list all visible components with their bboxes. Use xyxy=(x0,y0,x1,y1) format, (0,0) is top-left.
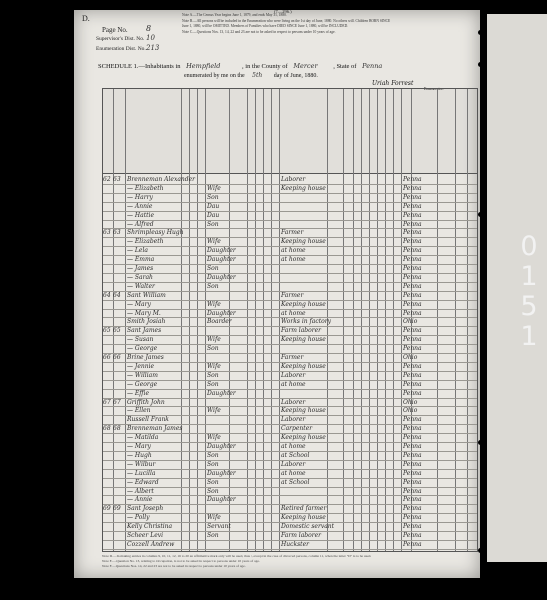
cell-occupation: Farm laborer xyxy=(281,327,322,335)
column-divider xyxy=(437,89,438,551)
form-number: (7—296.) xyxy=(274,10,292,14)
column-divider xyxy=(181,89,182,551)
cell-relation: Daughter xyxy=(207,256,236,264)
cell-birthplace: Penna xyxy=(403,291,422,299)
cell-occupation: at home xyxy=(281,443,306,450)
cell-birthplace: Penna xyxy=(403,220,422,228)
cell-birthplace: Penna xyxy=(403,265,422,272)
cell-occupation: at School xyxy=(281,451,310,459)
cell-name: — Albert xyxy=(127,487,154,495)
cell-relation: Daughter xyxy=(207,309,236,317)
cell-birthplace: Penna xyxy=(403,282,422,290)
column-divider xyxy=(343,89,344,551)
stamp-digit: 0 xyxy=(520,231,538,262)
cell-occupation: at School xyxy=(281,478,310,486)
cell-family: 67 xyxy=(113,398,121,406)
cell-name: — Lela xyxy=(127,247,148,255)
cell-relation: Wife xyxy=(207,336,221,344)
supervisor-number: 10 xyxy=(146,34,155,42)
page-number: 8 xyxy=(146,24,152,33)
cell-occupation: Retired farmer xyxy=(281,505,327,513)
cell-occupation: Farm laborer xyxy=(281,532,322,539)
cell-name: — Annie xyxy=(127,496,153,504)
cell-occupation: Farmer xyxy=(281,229,304,237)
cell-family: 66 xyxy=(113,354,121,361)
cell-occupation: Keeping house xyxy=(281,434,326,442)
state-name: Penna xyxy=(362,62,383,70)
cell-relation: Son xyxy=(207,193,219,201)
note-b-cont: June 1, 1880, will be OMITTED. Members of Families who have DIED SINCE June 1, 1880, will be INCLUDED. xyxy=(182,24,349,29)
enumeration-label: Enumeration Dist. No. xyxy=(96,46,146,52)
cell-birthplace: Penna xyxy=(403,211,422,219)
cell-birthplace: Penna xyxy=(403,540,422,548)
stamp-digit: 1 xyxy=(520,261,538,292)
cell-birthplace: Penna xyxy=(403,469,422,477)
cell-birthplace: Penna xyxy=(403,336,422,344)
cell-occupation: at home xyxy=(281,247,306,255)
cell-birthplace: Penna xyxy=(403,345,422,353)
column-divider xyxy=(369,89,370,551)
cell-name: — Elizabeth xyxy=(127,238,164,246)
cell-occupation: Laborer xyxy=(281,416,306,424)
cell-name: — Annie xyxy=(127,202,153,210)
cell-occupation: Huckster xyxy=(281,540,310,548)
cell-relation: Daughter xyxy=(207,273,236,281)
cell-occupation: Keeping house xyxy=(281,184,326,192)
enumerator-name: Uriah Forrest xyxy=(372,80,414,87)
cell-relation: Son xyxy=(207,265,219,272)
place-name: Hempfield xyxy=(186,62,221,70)
cell-birthplace: Penna xyxy=(403,443,422,450)
cell-occupation: at home xyxy=(281,469,306,477)
cell-relation: Wife xyxy=(207,362,221,370)
cell-dwelling: 66 xyxy=(103,354,111,361)
page-label: Page No. xyxy=(102,26,128,34)
stamp-digit: 5 xyxy=(520,291,538,322)
cell-family: 63 xyxy=(113,229,121,237)
column-divider xyxy=(385,89,386,551)
cell-name: — Susan xyxy=(127,336,154,344)
cell-relation: Son xyxy=(207,460,219,468)
cell-occupation: Works in factory xyxy=(281,318,331,326)
note-e: Note E.—Question No. 13, relating to Occupation, is not to be asked in respect to persons under 10 years of age. xyxy=(102,559,260,563)
cell-name: — Mary M. xyxy=(127,309,161,317)
column-divider xyxy=(263,89,264,551)
cell-birthplace: Ohio xyxy=(403,354,418,361)
cell-birthplace: Penna xyxy=(403,247,422,255)
binding-hole xyxy=(478,62,483,67)
note-f: Note F.—Questions Nos. 14, 22 and 23 are not to be asked in respect to persons under 10 years of age. xyxy=(102,564,246,568)
cell-relation: Son xyxy=(207,478,219,486)
frame-number-stamp xyxy=(509,232,547,352)
cell-birthplace: Penna xyxy=(403,238,422,246)
cell-birthplace: Ohio xyxy=(403,398,418,406)
cell-relation: Wife xyxy=(207,300,221,308)
column-divider xyxy=(393,89,394,551)
cell-birthplace: Penna xyxy=(403,362,422,370)
cell-occupation: Laborer xyxy=(281,460,306,468)
cell-relation: Son xyxy=(207,371,219,379)
cell-occupation: Farmer xyxy=(281,291,304,299)
cell-family: 69 xyxy=(113,505,121,513)
cell-relation: Dau xyxy=(207,211,220,219)
cell-name: — Harry xyxy=(127,193,153,201)
cell-name: Sant William xyxy=(127,291,166,299)
cell-birthplace: Penna xyxy=(403,416,422,424)
column-divider xyxy=(205,89,206,551)
cell-birthplace: Penna xyxy=(403,184,422,192)
cell-occupation: Laborer xyxy=(281,398,306,406)
cell-occupation: Keeping house xyxy=(281,407,326,415)
cell-name: — Jennie xyxy=(127,362,155,370)
cell-name: — Sarah xyxy=(127,273,153,281)
cell-birthplace: Penna xyxy=(403,496,422,504)
cell-relation: Daughter xyxy=(207,247,236,255)
cell-name: Brenneman James xyxy=(127,425,183,433)
cell-relation: Daughter xyxy=(207,469,236,477)
enumeration-day: 5th xyxy=(252,72,263,79)
cell-name: — Emma xyxy=(127,256,155,264)
note-d: Note D.—In making entries in columns 9, 10, 11, 12, 16 to 20 an affirmative mark only will be used, thus /, except in the case of divorced persons, column 11, when the letter "D" is to be used. xyxy=(102,554,372,558)
note-c: Note C.—Questions Nos. 13, 14, 22 and 23 are not to be asked in respect to persons under 10 years of age. xyxy=(182,29,336,34)
note-b: Note B.—All persons will be included in the Enumeration who were living on the 1st day of June, 1880. No others will. Children BORN SINCE xyxy=(182,18,391,23)
cell-birthplace: Penna xyxy=(403,193,422,201)
cell-dwelling: 62 xyxy=(103,176,111,183)
column-divider xyxy=(279,89,280,551)
cell-relation: Son xyxy=(207,282,219,290)
cell-birthplace: Penna xyxy=(403,327,422,335)
cell-relation: Son xyxy=(207,487,219,495)
cell-relation: Daughter xyxy=(207,443,236,450)
cell-birthplace: Penna xyxy=(403,380,422,388)
census-table xyxy=(102,88,478,552)
cell-occupation: at home xyxy=(281,256,306,264)
cell-name: — Wilbur xyxy=(127,460,156,468)
cell-dwelling: 63 xyxy=(103,229,111,237)
cell-occupation: Keeping house xyxy=(281,514,326,522)
cell-relation: Servant xyxy=(207,523,231,531)
cell-name: — Polly xyxy=(127,514,150,522)
column-divider xyxy=(247,89,248,551)
row-line xyxy=(103,549,477,550)
cell-name: Russell Frank xyxy=(127,416,169,424)
note-a: Note A.—The Census Year begins June 1, 1879, and ends May 31, 1880. xyxy=(182,13,287,17)
cell-occupation: Keeping house xyxy=(281,238,326,246)
stamp-digit: 1 xyxy=(520,321,538,352)
cell-name: — Mary xyxy=(127,443,151,450)
cell-relation: Wife xyxy=(207,407,221,415)
cell-occupation: Domestic servant xyxy=(281,523,335,531)
cell-birthplace: Penna xyxy=(403,478,422,486)
cell-name: — Matilda xyxy=(127,434,159,442)
binding-hole xyxy=(478,212,483,217)
cell-occupation: Keeping house xyxy=(281,300,326,308)
cell-birthplace: Penna xyxy=(403,256,422,264)
cell-relation: Daughter xyxy=(207,389,236,397)
cell-family: 63 xyxy=(113,176,121,183)
column-divider xyxy=(353,89,354,551)
cell-name: — William xyxy=(127,371,158,379)
cell-dwelling: 64 xyxy=(103,291,111,299)
cell-birthplace: Penna xyxy=(403,434,422,442)
cell-relation: Son xyxy=(207,451,219,459)
cell-name: — Elizabeth xyxy=(127,184,164,192)
cell-relation: Wife xyxy=(207,184,221,192)
column-divider xyxy=(255,89,256,551)
cell-birthplace: Penna xyxy=(403,514,422,522)
cell-occupation: Laborer xyxy=(281,371,306,379)
cell-birthplace: Penna xyxy=(403,389,422,397)
cell-name: Smith Josiah xyxy=(127,318,166,326)
cell-name: — Edward xyxy=(127,478,159,486)
cell-occupation: at home xyxy=(281,380,306,388)
cell-birthplace: Penna xyxy=(403,309,422,317)
cell-relation: Dau xyxy=(207,202,220,210)
cell-occupation: at home xyxy=(281,309,306,317)
cell-birthplace: Penna xyxy=(403,487,422,495)
binding-hole xyxy=(478,548,483,553)
cell-occupation: Keeping house xyxy=(281,362,326,370)
cell-occupation: Farmer xyxy=(281,354,304,361)
column-divider xyxy=(467,89,468,551)
cell-name: — Hattie xyxy=(127,211,155,219)
cell-occupation: Carpenter xyxy=(281,425,313,433)
cell-dwelling: 68 xyxy=(103,425,111,433)
cell-birthplace: Penna xyxy=(403,460,422,468)
sheet-letter: D. xyxy=(82,14,90,23)
cell-name: Cozzell Andrew xyxy=(127,540,175,548)
column-divider xyxy=(377,89,378,551)
cell-name: Brenneman Alexander xyxy=(127,176,196,183)
column-divider xyxy=(271,89,272,551)
cell-name: — Ellen xyxy=(127,407,151,415)
cell-name: Sant James xyxy=(127,327,162,335)
cell-occupation: Laborer xyxy=(281,176,306,183)
cell-birthplace: Penna xyxy=(403,273,422,281)
cell-name: — Walter xyxy=(127,282,155,290)
census-sheet xyxy=(74,10,480,578)
cell-dwelling: 65 xyxy=(103,327,111,335)
cell-relation: Boarder xyxy=(207,318,232,326)
column-divider xyxy=(361,89,362,551)
cell-relation: Son xyxy=(207,220,219,228)
cell-name: — Mary xyxy=(127,300,151,308)
cell-family: 68 xyxy=(113,425,121,433)
column-divider xyxy=(401,89,402,551)
cell-relation: Wife xyxy=(207,514,221,522)
binding-hole xyxy=(478,440,483,445)
cell-name: Kelly Christina xyxy=(127,523,173,531)
cell-relation: Wife xyxy=(207,238,221,246)
column-divider xyxy=(197,89,198,551)
cell-name: — Lucilla xyxy=(127,469,156,477)
cell-birthplace: Penna xyxy=(403,425,422,433)
enumerator-label: Enumerator. xyxy=(424,86,444,91)
column-headers xyxy=(103,89,477,174)
cell-dwelling: 69 xyxy=(103,505,111,513)
column-divider xyxy=(455,89,456,551)
cell-relation: Son xyxy=(207,532,219,539)
column-divider xyxy=(113,89,114,551)
cell-name: Brine James xyxy=(127,354,164,361)
instructions-notes xyxy=(182,13,472,35)
cell-name: — George xyxy=(127,345,158,353)
cell-name: — Hugh xyxy=(127,451,152,459)
footer-notes xyxy=(102,554,476,569)
cell-occupation: Keeping house xyxy=(281,336,326,344)
cell-relation: Son xyxy=(207,380,219,388)
cell-birthplace: Penna xyxy=(403,202,422,210)
cell-birthplace: Penna xyxy=(403,300,422,308)
cell-birthplace: Penna xyxy=(403,451,422,459)
cell-name: Shrimpleasy Hugh xyxy=(127,229,184,237)
cell-name: Scheer Levi xyxy=(127,532,164,539)
cell-relation: Wife xyxy=(207,434,221,442)
enumeration-number: 213 xyxy=(146,44,160,52)
cell-family: 64 xyxy=(113,291,121,299)
cell-relation: Son xyxy=(207,345,219,353)
cell-birthplace: Penna xyxy=(403,523,422,531)
enumeration-line: enumerated by me on the 5th day of June, 1880. xyxy=(184,72,318,79)
cell-name: — Effie xyxy=(127,389,150,397)
column-divider xyxy=(189,89,190,551)
cell-relation: Daughter xyxy=(207,496,236,504)
cell-name: — James xyxy=(127,265,154,272)
cell-birthplace: Penna xyxy=(403,176,422,183)
cell-birthplace: Penna xyxy=(403,505,422,513)
cell-birthplace: Ohio xyxy=(403,407,418,415)
cell-name: — Alfred xyxy=(127,220,154,228)
county-name: Mercer xyxy=(293,62,318,70)
cell-family: 65 xyxy=(113,327,121,335)
cell-birthplace: Penna xyxy=(403,229,422,237)
cell-name: Griffith John xyxy=(127,398,165,406)
column-divider xyxy=(125,89,126,551)
cell-birthplace: Ohio xyxy=(403,318,418,326)
cell-name: — George xyxy=(127,380,158,388)
cell-birthplace: Penna xyxy=(403,371,422,379)
cell-name: Sant Joseph xyxy=(127,505,164,513)
supervisor-label: Supervisor's Dist. No. xyxy=(96,36,145,42)
cell-dwelling: 67 xyxy=(103,398,111,406)
schedule-title: SCHEDULE 1.—Inhabitants in Hempfield , in the County of Mercer , State of Penna xyxy=(98,62,383,70)
binding-hole xyxy=(478,30,483,35)
cell-birthplace: Penna xyxy=(403,532,422,539)
